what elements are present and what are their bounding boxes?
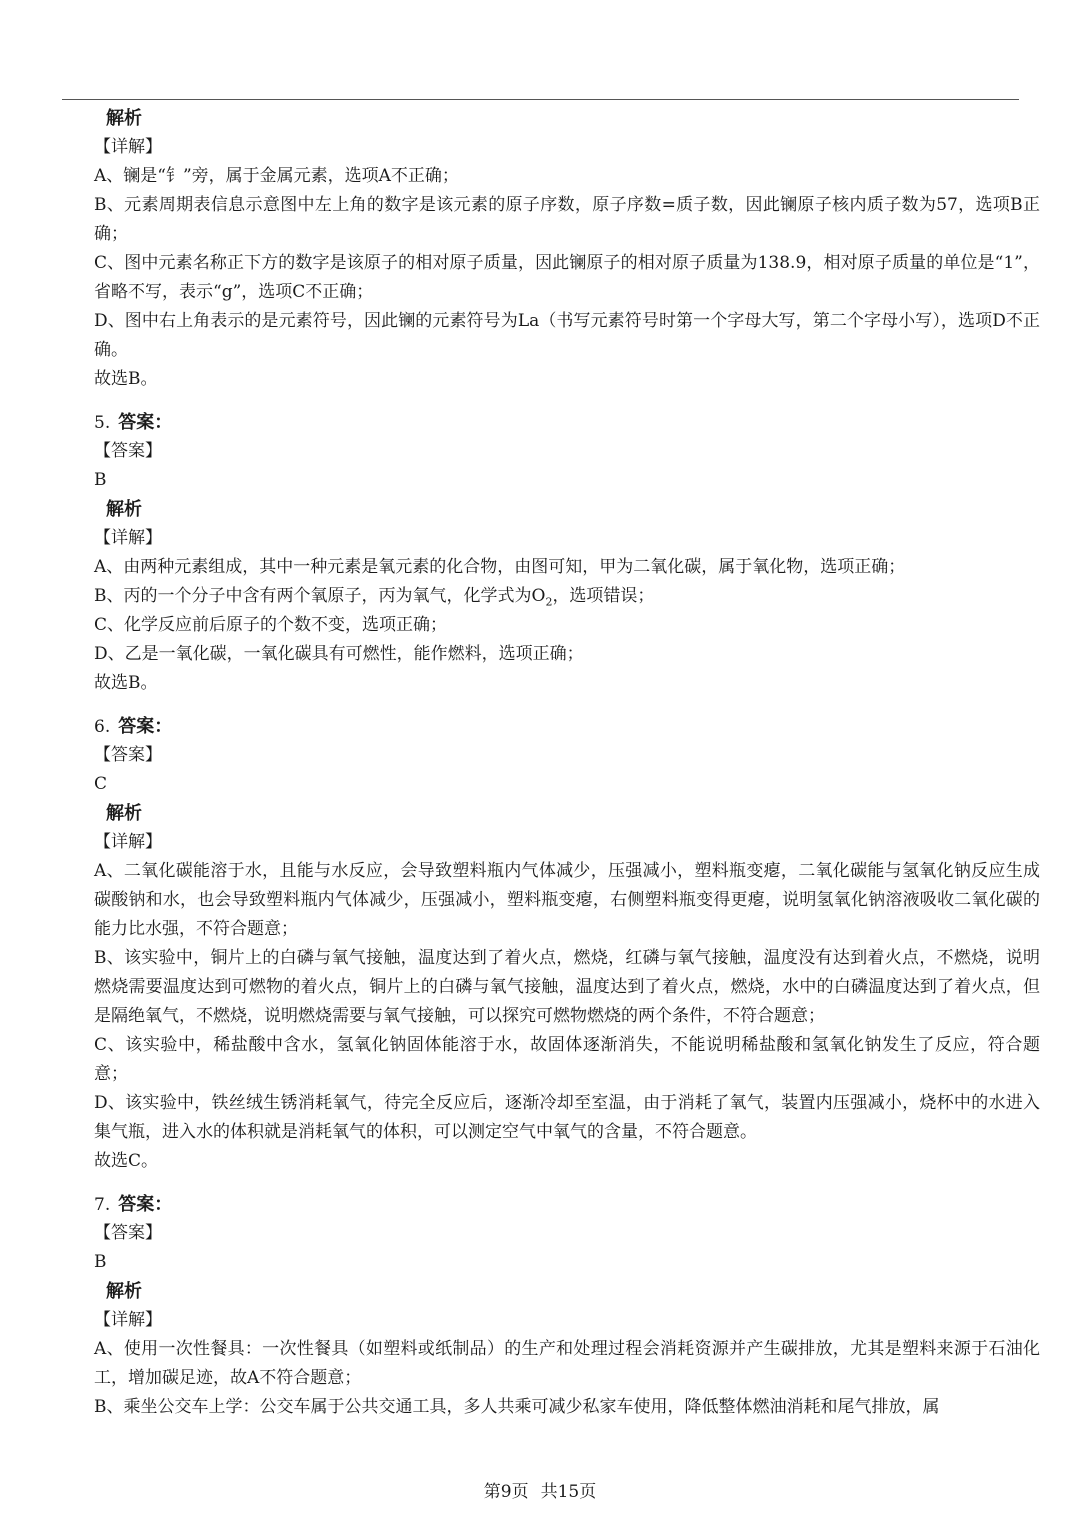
section-previous-question: [94, 104, 1040, 394]
page-footer: [0, 1477, 1080, 1502]
page-total: 共15页: [540, 1482, 597, 1502]
question-heading: [94, 408, 1040, 437]
detail-label: 【详解】: [94, 1310, 162, 1330]
detail-label: 【详解】: [94, 528, 162, 548]
answer-value: C: [94, 774, 108, 794]
question-number: 6.: [94, 717, 111, 737]
answer-value: B: [94, 1252, 107, 1272]
question-7: [94, 1190, 1040, 1422]
question-heading: [94, 712, 1040, 741]
conclusion: 故选C。: [94, 1151, 159, 1171]
option-b-explanation: B、乘坐公交车上学：公交车属于公共交通工具，多人共乘可减少私家车使用，降低整体燃油消耗和尾气排放，属: [94, 1397, 940, 1417]
option-b-explanation: B、元素周期表信息示意图中左上角的数字是该元素的原子序数，原子序数=质子数，因此镧原子核内质子数为57，选项B正确；: [94, 195, 1040, 244]
answer-tag: 【答案】: [94, 441, 162, 461]
option-b-explanation: B、该实验中，铜片上的白磷与氧气接触，温度达到了着火点，燃烧，红磷与氧气接触，温度没有达到着火点，不燃烧，说明燃烧需要温度达到可燃物的着火点，铜片上的白磷与氧气接触，温度达到了着火点，燃烧，水中的白磷温度达到了着火点，但是隔绝氧气，不燃烧，说明燃烧需要与氧气接触，可以探究可燃物燃烧的两个条件，不符合题意；: [94, 948, 1040, 1026]
option-a-explanation: A、二氧化碳能溶于水，且能与水反应，会导致塑料瓶内气体减少，压强减小，塑料瓶变瘪，二氧化碳能与氢氧化钠反应生成碳酸钠和水，也会导致塑料瓶内气体减少，压强减小，塑料瓶变瘪，右侧塑料瓶变得更瘪，说明氢氧化钠溶液吸收二氧化碳的能力比水强，不符合题意；: [94, 861, 1040, 939]
analysis-label: 解析: [106, 108, 142, 129]
option-c-explanation: C、化学反应前后原子的个数不变，选项正确；: [94, 615, 448, 635]
option-c-explanation: C、该实验中，稀盐酸中含水，氢氧化钠固体能溶于水，故固体逐渐消失，不能说明稀盐酸和氢氧化钠发生了反应，符合题意；: [94, 1035, 1040, 1084]
question-5: [94, 408, 1040, 698]
question-heading: [94, 1190, 1040, 1219]
option-b-explanation: B、丙的一个分子中含有两个氧原子，丙为氧气，化学式为$O_2$，选项错误；: [94, 586, 655, 609]
option-a-explanation: A、由两种元素组成，其中一种元素是氧元素的化合物，由图可知，甲为二氧化碳，属于氧化物，选项正确；: [94, 557, 906, 577]
answer-heading: 答案：: [118, 1194, 173, 1215]
question-6: [94, 712, 1040, 1176]
analysis-label: 解析: [106, 499, 142, 520]
answer-value: B: [94, 470, 107, 490]
page-number: 第9页: [483, 1482, 529, 1502]
detail-label: 【详解】: [94, 137, 162, 157]
answer-tag: 【答案】: [94, 745, 162, 765]
option-d-explanation: D、图中右上角表示的是元素符号，因此镧的元素符号为La（书写元素符号时第一个字母大写，第二个字母小写），选项D不正确。: [94, 311, 1040, 360]
analysis-label: 解析: [106, 1281, 142, 1302]
option-d-explanation: D、该实验中，铁丝绒生锈消耗氧气，待完全反应后，逐渐冷却至室温，由于消耗了氧气，装置内压强减小，烧杯中的水进入集气瓶，进入水的体积就是消耗氧气的体积，可以测定空气中氧气的含量，不符合题意。: [94, 1093, 1040, 1142]
answer-tag: 【答案】: [94, 1223, 162, 1243]
option-c-explanation: C、图中元素名称正下方的数字是该原子的相对原子质量，因此镧原子的相对原子质量为138.9，相对原子质量的单位是“1”，省略不写，表示“g”，选项C不正确；: [94, 253, 1040, 302]
question-number: 7.: [94, 1195, 111, 1215]
answer-heading: 答案：: [118, 412, 173, 433]
detail-label: 【详解】: [94, 832, 162, 852]
question-number: 5.: [94, 413, 111, 433]
analysis-label: 解析: [106, 803, 142, 824]
answer-heading: 答案：: [118, 716, 173, 737]
option-a-explanation: A、镧是“钅”旁，属于金属元素，选项A不正确；: [94, 166, 459, 186]
option-a-explanation: A、使用一次性餐具：一次性餐具（如塑料或纸制品）的生产和处理过程会消耗资源并产生碳排放，尤其是塑料来源于石油化工，增加碳足迹，故A不符合题意；: [94, 1339, 1040, 1388]
document-body: [94, 104, 1040, 1422]
header-rule: [62, 99, 1019, 100]
conclusion: 故选B。: [94, 369, 158, 389]
conclusion: 故选B。: [94, 673, 158, 693]
option-d-explanation: D、乙是一氧化碳，一氧化碳具有可燃性，能作燃料，选项正确；: [94, 644, 584, 664]
oxygen-subscript: 2: [545, 595, 553, 609]
